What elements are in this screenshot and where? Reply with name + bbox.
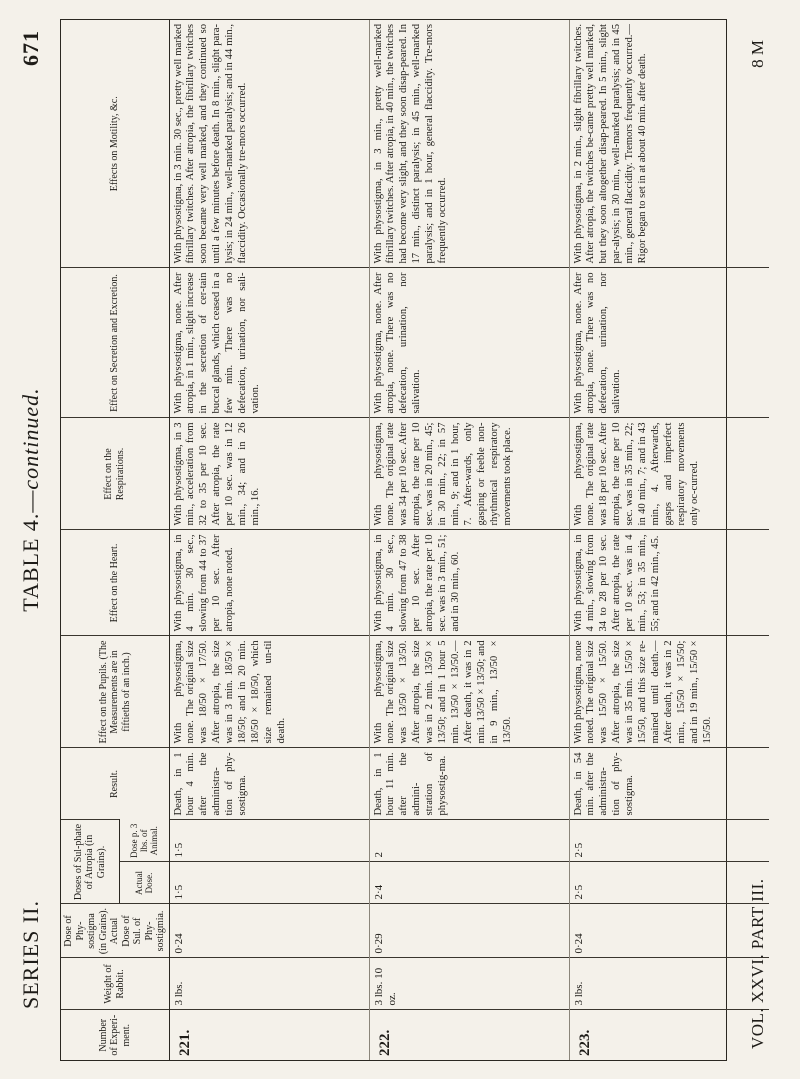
- secretion-cell: [569, 268, 769, 418]
- result-text: Death, in 1 hour 11 min. after the admini-stration of physostig-ma.: [372, 752, 449, 816]
- page-footer: [742, 30, 782, 1049]
- header-experiment: Number of Experi-ment.: [61, 1010, 169, 1060]
- pupils-text: With physostigma, none noted. The original size was 15/50 × 15/50. After atropia, the size was in 35 min. 15/50 × 15/50, and this size re-mained until death.—After death, it was in 2 min., 15/50 × 15/50; and in 19 min., 15/50 × 15/50.: [572, 640, 713, 744]
- physostigma-dose: 0·24: [169, 904, 369, 958]
- pupils-cell: [169, 636, 369, 748]
- physostigma-dose: 0·24: [569, 904, 769, 958]
- header-physostigma: Dose of Phy-sostigma (in Grains). Actual Dose of Sul. of Phy-sostigmia.: [61, 904, 169, 958]
- rabbit-weight: 3 lbs.: [169, 958, 369, 1010]
- header-atropia-group: Doses of Sul-phate of Atropia (in Grains).: [61, 820, 119, 904]
- result-cell: [569, 748, 769, 820]
- experiment-number: 221.: [169, 1010, 369, 1060]
- atropia-dose-per-animal: 1·5: [169, 820, 369, 862]
- atropia-actual-dose: 1·5: [169, 862, 369, 904]
- pupils-text: With physostigma, none. The original size was 18/50 × 17/50. After atropia, the size was in 3 min. 18/50 × 18/50; and in 20 min. 18/50 × 18/50, which size remained un-til death.: [172, 640, 287, 744]
- respirations-text: With physostigma, in 3 min., acceleration from 32 to 35 per 10 sec. After atropia, the rate per 10 sec. was in 12 min., 34; and in 26 min., 16.: [172, 422, 262, 526]
- motility-text: With physostigma, in 2 min., slight fibrillary twitches. After atropia, the twitches be-came pretty well marked, but they soon altogether disap-peared. In 5 min., slight par-alysis; in 30 min., well-marked paralysis; and in 45 min., general flaccidity. Tremors frequently occurred.—Rigor began to set in at about 40 min. after death.: [572, 24, 649, 264]
- result-text: Death, in 54 min. after the administra-tion of phy-sostigma.: [572, 752, 636, 816]
- experiment-number: 222.: [369, 1010, 569, 1060]
- rabbit-weight: 3 lbs. 10 oz.: [369, 958, 569, 1010]
- experiment-table-frame: [60, 19, 727, 1061]
- secretion-cell: [369, 268, 569, 418]
- respirations-text: With physostigma, none. The original rate was 18 per 10 sec. After atropia, the rate per 10 sec. was in 35 min., 22; in 40 min., 7; and in 43 min., 4. Afterwards, gasps and imperfect respiratory movements only oc-curred.: [572, 422, 700, 526]
- table-row: [169, 20, 369, 1060]
- respirations-cell: [169, 418, 369, 530]
- atropia-actual-dose: 2·4: [369, 862, 569, 904]
- pupils-cell: [569, 636, 769, 748]
- table-row: [369, 20, 569, 1060]
- atropia-dose-per-animal: 2·5: [569, 820, 769, 862]
- result-text: Death, in 1 hour 4 min. after the administra-tion of phy-sostigma.: [172, 752, 249, 816]
- atropia-dose-per-animal: 2: [369, 820, 569, 862]
- series-label: SERIES II.: [18, 900, 43, 1009]
- volume-label: VOL. XXVI. PART III.: [748, 878, 767, 1049]
- atropia-actual-dose: 2·5: [569, 862, 769, 904]
- heart-cell: [569, 530, 769, 636]
- respirations-text: With physostigma, none. The original rate was 34 per 10 sec. After atropia, the rate per 10 sec. was in 20 min., 45; in 30 min., 22; in 57 min., 9; and in 1 hour, 7. After-wards, only gasping or feeble non-rhythmical respiratory movements took place.: [372, 422, 513, 526]
- header-motility: Effects on Motility, &c.: [61, 20, 169, 268]
- experiment-table: [61, 20, 769, 1060]
- result-cell: [369, 748, 569, 820]
- header-weight: Weight of Rabbit.: [61, 958, 169, 1010]
- motility-cell: [369, 20, 569, 268]
- result-cell: [169, 748, 369, 820]
- table-title-suffix: continued.: [18, 387, 43, 490]
- secretion-text: With physostigma, none. After atropia, none. There was no defecation, urination, nor salivation.: [572, 272, 623, 414]
- header-pupils: Effect on the Pupils. (The Measurements are in fiftieths of an inch.): [61, 636, 169, 748]
- motility-text: With physostigma, in 3 min. 30 sec., pretty well marked fibrillary twitches. After atropia, the fibrillary twitches soon became very well marked, and they continued so until a few minutes before death. In 8 min., slight para-lysis; in 24 min., well-marked paralysis; and in 44 min., flaccidity. Occasionally tre-mors occurred.: [172, 24, 249, 264]
- table-title-prefix: TABLE 4.: [18, 512, 43, 612]
- secretion-text: With physostigma, none. After atropia, in 1 min., slight increase in the secretion of cer-tain buccal glands, which ceased in a few min. There was no defecation, urination, nor sali-vation.: [172, 272, 262, 414]
- heart-text: With physostigma, in 4 min. 30 sec., slowing from 44 to 37 per 10 sec. After atropia, none noted.: [172, 534, 236, 632]
- table-row: [569, 20, 769, 1060]
- header-heart: Effect on the Heart.: [61, 530, 169, 636]
- respirations-cell: [569, 418, 769, 530]
- experiment-number: 223.: [569, 1010, 769, 1060]
- heart-cell: [369, 530, 569, 636]
- header-result: Result.: [61, 748, 169, 820]
- motility-text: With physostigma, in 3 min., pretty well-marked fibrillary twitches. After atropia, in 40 min., the twitches had become very slight, and they soon disap-peared. In 17 min., distinct paralysis; in 45 min., well-marked paralysis; and in 1 hour, general flaccidity. Tre-mors frequently occurred.: [372, 24, 449, 264]
- heart-cell: [169, 530, 369, 636]
- rabbit-weight: 3 lbs.: [569, 958, 769, 1010]
- heart-text: With physostigma, in 4 min. 30 sec., slowing from 47 to 38 per 10 sec. After atropia, the rate per 10 sec. was in 3 min., 51; and in 30 min., 60.: [372, 534, 462, 632]
- pupils-cell: [369, 636, 569, 748]
- table-title: TABLE 4.—continued.: [18, 387, 43, 612]
- heart-text: With physostigma, in 4 min., slowing from 34 to 28 per 10 sec. After atropia, the rate per 10 sec. was in 4 min., 53; in 35 min., 55; and in 42 min., 45.: [572, 534, 662, 632]
- header-atropia-actual: Actual Dose.: [119, 862, 169, 904]
- header-secretion: Effect on Secretion and Excretion.: [61, 268, 169, 418]
- secretion-cell: [169, 268, 369, 418]
- signature-mark: 8 M: [748, 40, 767, 68]
- physostigma-dose: 0·29: [369, 904, 569, 958]
- secretion-text: With physostigma, none. After atropia, none. There was no defecation, urination, nor salivation.: [372, 272, 423, 414]
- motility-cell: [169, 20, 369, 268]
- header-respirations: Effect on the Respirations.: [61, 418, 169, 530]
- header-atropia-per-animal: Dose p. 3 lbs. of Animal.: [119, 820, 169, 862]
- running-header: [14, 30, 54, 1009]
- page-number: 671: [18, 30, 43, 66]
- respirations-cell: [369, 418, 569, 530]
- motility-cell: [569, 20, 769, 268]
- pupils-text: With physostigma, none. The original size was 13/50 × 13/50. After atropia, the size was in 2 min. 13/50 × 13/50; and in 1 hour 5 min. 13/50 × 13/50.—After death, it was in 2 min. 13/50 × 13/50; and in 9 min., 13/50 × 13/50.: [372, 640, 513, 744]
